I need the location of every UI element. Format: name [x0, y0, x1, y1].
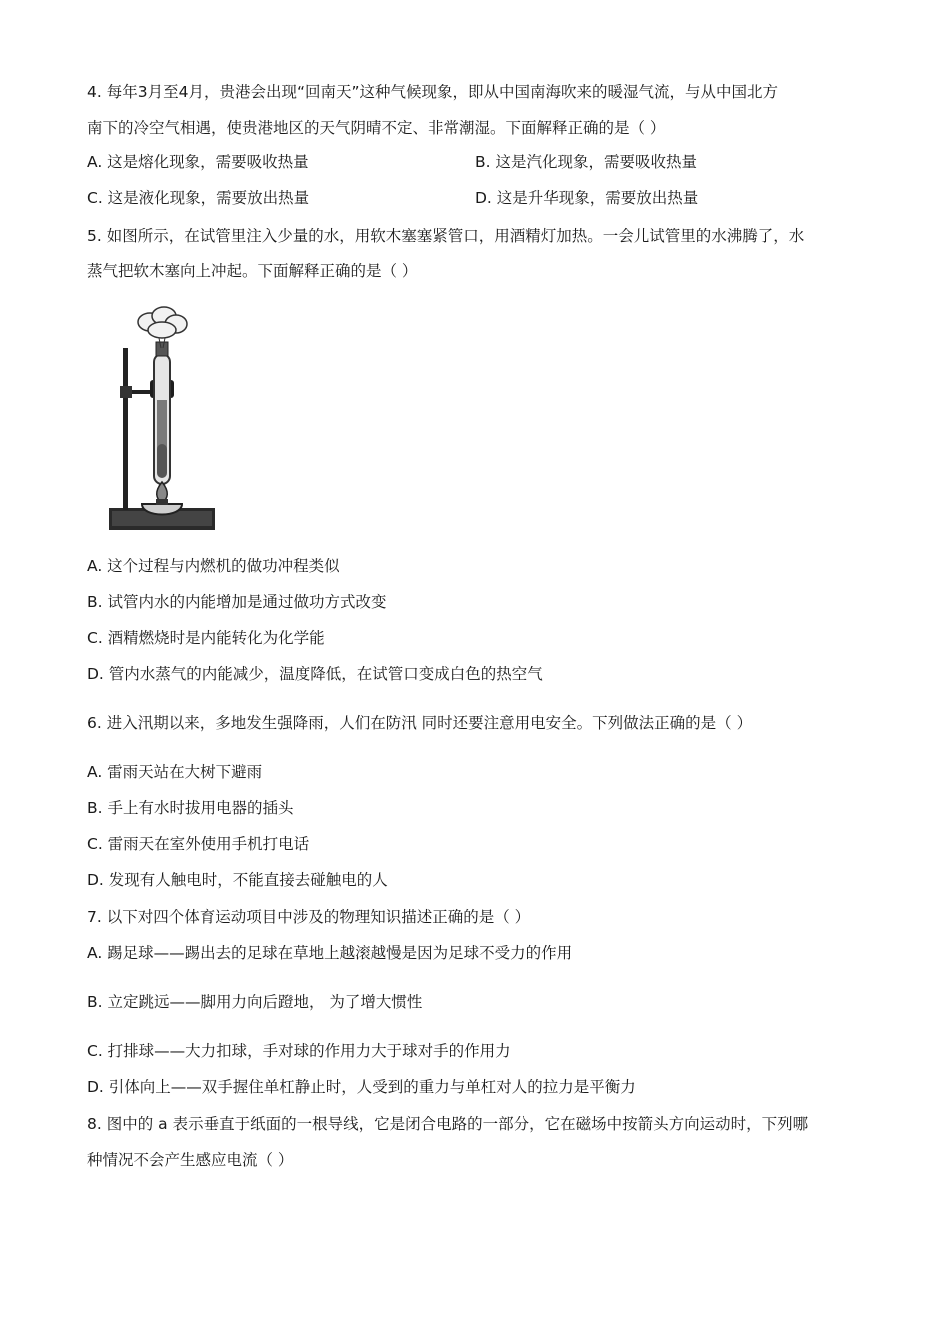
q7-option-b: B. 立定跳远——脚用力向后蹬地， 为了增大惯性 — [87, 993, 423, 1011]
q6-option-b: B. 手上有水时拔用电器的插头 — [87, 799, 294, 817]
test-tube-heating-figure — [106, 304, 218, 534]
q5-stem-line2: 蒸气把软木塞向上冲起。下面解释正确的是（ ） — [87, 262, 418, 280]
q4-option-a: A. 这是熔化现象，需要吸收热量 — [87, 153, 309, 171]
q6-option-c: C. 雷雨天在室外使用手机打电话 — [87, 835, 310, 853]
q5-option-c: C. 酒精燃烧时是内能转化为化学能 — [87, 629, 325, 647]
q7-option-d: D. 引体向上——双手握住单杠静止时，人受到的重力与单杠对人的拉力是平衡力 — [87, 1078, 636, 1096]
q6-stem: 6. 进入汛期以来，多地发生强降雨，人们在防汛 同时还要注意用电安全。下列做法正确的是（ ） — [87, 714, 753, 732]
q8-stem-line1: 8. 图中的 a 表示垂直于纸面的一根导线，它是闭合电路的一部分，它在磁场中按箭头方向运动时，下列哪 — [87, 1115, 809, 1133]
q7-stem: 7. 以下对四个体育运动项目中涉及的物理知识描述正确的是（ ） — [87, 908, 531, 926]
q4-stem-line1: 4. 每年3月至4月，贵港会出现“回南天”这种气候现象，即从中国南海吹来的暖湿气流，与从中国北方 — [87, 83, 779, 101]
q4-option-d: D. 这是升华现象，需要放出热量 — [475, 189, 699, 207]
q7-option-a: A. 踢足球——踢出去的足球在草地上越滚越慢是因为足球不受力的作用 — [87, 944, 573, 962]
q4-option-c: C. 这是液化现象，需要放出热量 — [87, 189, 310, 207]
q5-option-a: A. 这个过程与内燃机的做功冲程类似 — [87, 557, 340, 575]
stand-rod — [123, 348, 128, 510]
q4-option-b: B. 这是汽化现象，需要吸收热量 — [475, 153, 697, 171]
q5-option-b: B. 试管内水的内能增加是通过做功方式改变 — [87, 593, 387, 611]
q8-stem-line2: 种情况不会产生感应电流（ ） — [87, 1151, 294, 1169]
steam-cloud — [138, 307, 187, 338]
q6-option-d: D. 发现有人触电时，不能直接去碰触电的人 — [87, 871, 388, 889]
q7-option-c: C. 打排球——大力扣球，手对球的作用力大于球对手的作用力 — [87, 1042, 511, 1060]
q6-option-a: A. 雷雨天站在大树下避雨 — [87, 763, 263, 781]
cork-stopper — [156, 342, 168, 356]
q4-stem-line2: 南下的冷空气相遇，使贵港地区的天气阴晴不定、非常潮湿。下面解释正确的是（ ） — [87, 119, 666, 137]
q5-stem-line1: 5. 如图所示，在试管里注入少量的水，用软木塞塞紧管口，用酒精灯加热。一会儿试管里的水沸腾了，水 — [87, 227, 805, 245]
q5-option-d: D. 管内水蒸气的内能减少，温度降低，在试管口变成白色的热空气 — [87, 665, 543, 683]
